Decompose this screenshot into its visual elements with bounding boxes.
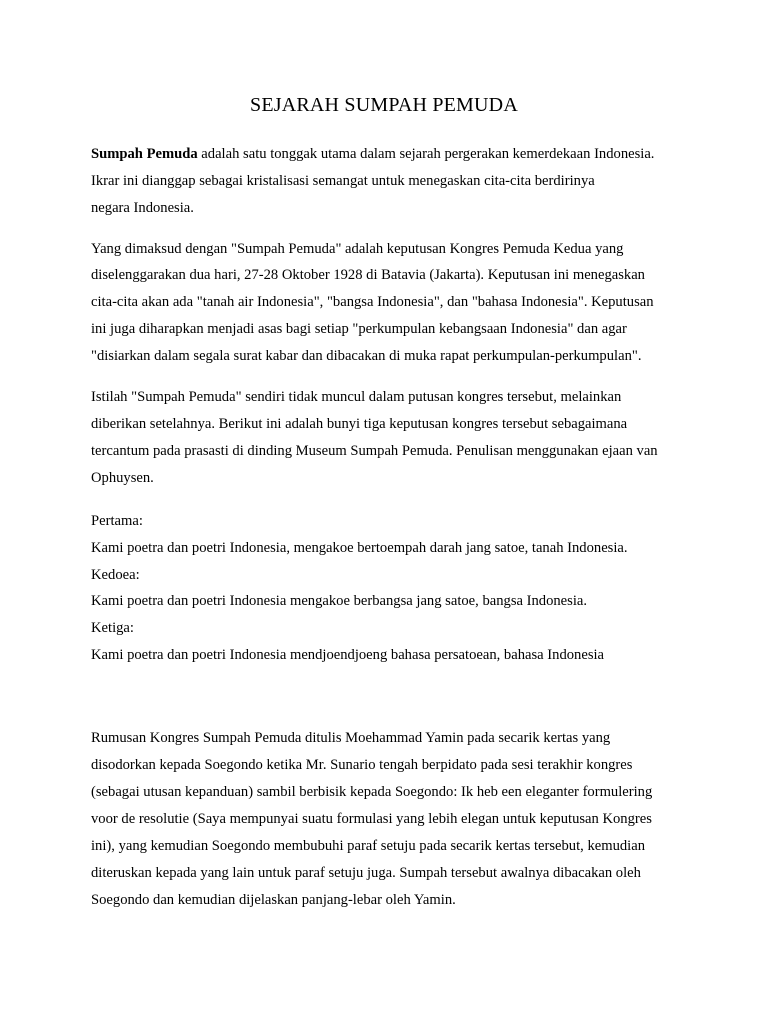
- paragraph-1-line-1: [91, 145, 654, 163]
- oath-text-third: Kami poetra dan poetri Indonesia mendjoendjoeng bahasa persatoean, bahasa Indonesia: [91, 647, 605, 663]
- paragraph-2-line: "disiarkan dalam segala surat kabar dan dibacakan di muka rapat perkumpulan-perkumpulan".: [91, 348, 642, 364]
- paragraph-1-line-2: Ikrar ini dianggap sebagai kristalisasi semangat untuk menegaskan cita-cita berdirinya: [91, 173, 595, 189]
- oath-heading-third: Ketiga:: [91, 620, 134, 636]
- paragraph-4-line: (sebagai utusan kepanduan) sambil berbisik kepada Soegondo: Ik heb een eleganter formulering: [91, 784, 653, 800]
- paragraph-2-line: cita-cita akan ada "tanah air Indonesia", "bangsa Indonesia", dan "bahasa Indonesia". Keputusan: [91, 294, 654, 310]
- paragraph-2-line: ini juga diharapkan menjadi asas bagi setiap "perkumpulan kebangsaan Indonesia" dan agar: [91, 321, 627, 337]
- paragraph-2-line: Yang dimaksud dengan "Sumpah Pemuda" adalah keputusan Kongres Pemuda Kedua yang: [91, 241, 624, 257]
- oath-text-second: Kami poetra dan poetri Indonesia mengakoe berbangsa jang satoe, bangsa Indonesia.: [91, 593, 588, 609]
- paragraph-1-line-1-text: adalah satu tonggak utama dalam sejarah pergerakan kemerdekaan Indonesia.: [197, 146, 655, 162]
- paragraph-3-line: tercantum pada prasasti di dinding Museum Sumpah Pemuda. Penulisan menggunakan ejaan van: [91, 443, 658, 459]
- paragraph-3-line: Istilah "Sumpah Pemuda" sendiri tidak muncul dalam putusan kongres tersebut, melainkan: [91, 389, 622, 405]
- oath-heading-first: Pertama:: [91, 513, 143, 529]
- paragraph-4-line: ini), yang kemudian Soegondo membubuhi paraf setuju pada secarik kertas tersebut, kemudian: [91, 838, 645, 854]
- paragraph-1-line-3: negara Indonesia.: [91, 200, 194, 216]
- paragraph-4-line: voor de resolutie (Saya mempunyai suatu formulasi yang lebih elegan untuk keputusan Kongres: [91, 811, 652, 827]
- paragraph-4-line: Rumusan Kongres Sumpah Pemuda ditulis Moehammad Yamin pada secarik kertas yang: [91, 730, 611, 746]
- paragraph-4-line: Soegondo dan kemudian dijelaskan panjang-lebar oleh Yamin.: [91, 892, 456, 908]
- document-title: SEJARAH SUMPAH PEMUDA: [250, 94, 518, 116]
- paragraph-4-line: diteruskan kepada yang lain untuk paraf setuju juga. Sumpah tersebut awalnya dibacakan oleh: [91, 865, 641, 881]
- bold-term: Sumpah Pemuda: [91, 146, 198, 162]
- paragraph-4-line: disodorkan kepada Soegondo ketika Mr. Sunario tengah berpidato pada sesi terakhir kongres: [91, 757, 633, 773]
- paragraph-2-line: diselenggarakan dua hari, 27-28 Oktober 1928 di Batavia (Jakarta). Keputusan ini menegaskan: [91, 267, 645, 283]
- oath-text-first: Kami poetra dan poetri Indonesia, mengakoe bertoempah darah jang satoe, tanah Indonesia.: [91, 540, 628, 556]
- paragraph-3-line: diberikan setelahnya. Berikut ini adalah bunyi tiga keputusan kongres tersebut sebagaimana: [91, 416, 628, 432]
- paragraph-3-line: Ophuysen.: [91, 470, 154, 486]
- oath-heading-second: Kedoea:: [91, 567, 140, 583]
